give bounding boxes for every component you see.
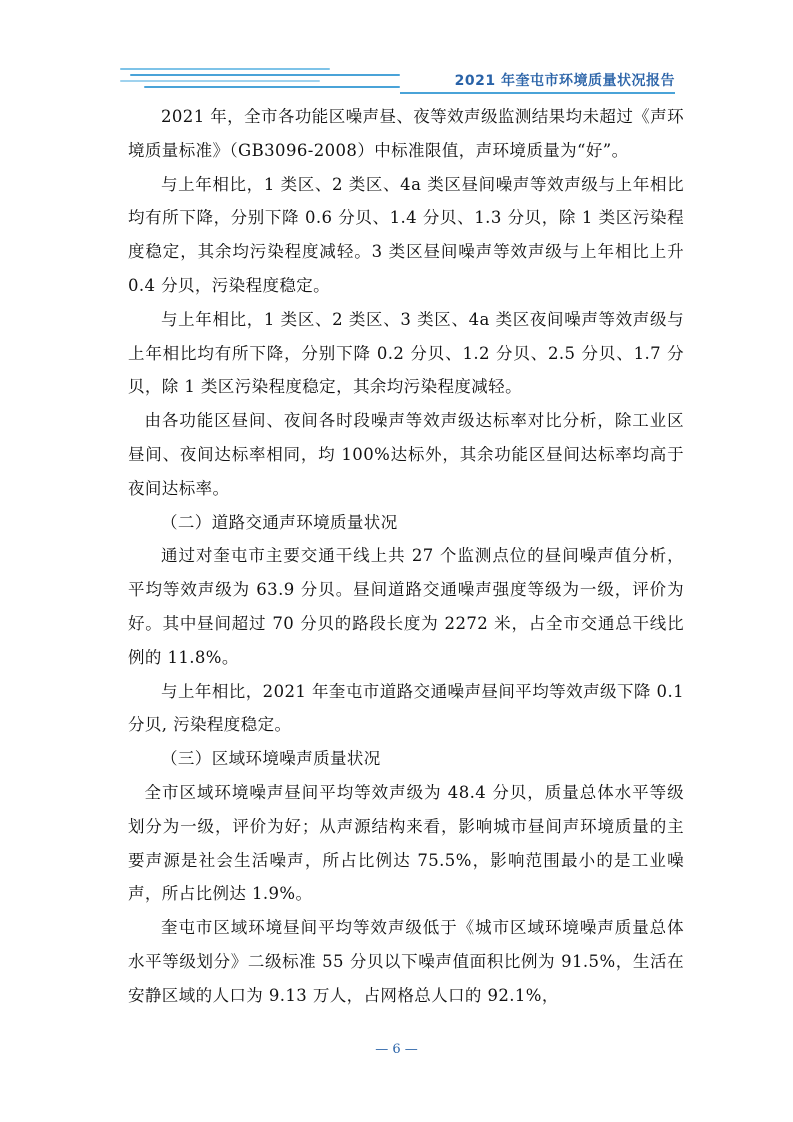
header-rule — [400, 92, 675, 94]
section-heading: （三）区域环境噪声质量状况 — [161, 749, 381, 769]
paragraph: 奎屯市区域环境昼间平均等效声级低于《城市区域环境噪声质量总体水平等级划分》二级标准 55 分贝以下噪声值面积比例为 91.5%，生活在安静区域的人口为 9.13 万人，占网格总人口的 92.1%， — [128, 918, 684, 1005]
page-number: — 6 — — [375, 1042, 418, 1057]
paragraph: 与上年相比，1 类区、2 类区、3 类区、4a 类区夜间噪声等效声级与上年相比均有所下降，分别下降 0.2 分贝、1.2 分贝、2.5 分贝、1.7 分贝，除 1 类区污染程度稳定，其余均污染程度减轻。 — [128, 309, 684, 397]
paragraph: 2021 年，全市各功能区噪声昼、夜等效声级监测结果均未超过《声环境质量标准》（GB3096-2008）中标准限值，声环境质量为“好”。 — [128, 107, 684, 160]
section-heading: （二）道路交通声环境质量状况 — [161, 512, 398, 532]
header-title: 2021 年奎屯市环境质量状况报告 — [454, 73, 675, 89]
document-body — [128, 100, 684, 1013]
paragraph: 由各功能区昼间、夜间各时段噪声等效声级达标率对比分析，除工业区昼间、夜间达标率相同，均 100%达标外，其余功能区昼间达标率均高于夜间达标率。 — [128, 411, 684, 498]
header-decoration — [120, 66, 400, 90]
paragraph: 与上年相比，2021 年奎屯市道路交通噪声昼间平均等效声级下降 0.1 分贝, 污染程度稳定。 — [128, 681, 684, 735]
paragraph: 全市区域环境噪声昼间平均等效声级为 48.4 分贝，质量总体水平等级划分为一级，评价为好；从声源结构来看，影响城市昼间声环境质量的主要声源是社会生活噪声，所占比例达 75.5%，影响范围最小的是工业噪声，所占比例达 1.9%。 — [128, 782, 684, 904]
paragraph: 通过对奎屯市主要交通干线上共 27 个监测点位的昼间噪声值分析，平均等效声级为 63.9 分贝。昼间道路交通噪声强度等级为一级，评价为好。其中昼间超过 70 分贝的路段长度为 2272 米，占全市交通总干线比例的 11.8%。 — [128, 546, 684, 667]
paragraph: 与上年相比，1 类区、2 类区、4a 类区昼间噪声等效声级与上年相比均有所下降，分别下降 0.6 分贝、1.4 分贝、1.3 分贝，除 1 类区污染程度稳定，其余均污染程度减轻。3 类区昼间噪声等效声级与上年相比上升 0.4 分贝，污染程度稳定。 — [128, 174, 684, 295]
